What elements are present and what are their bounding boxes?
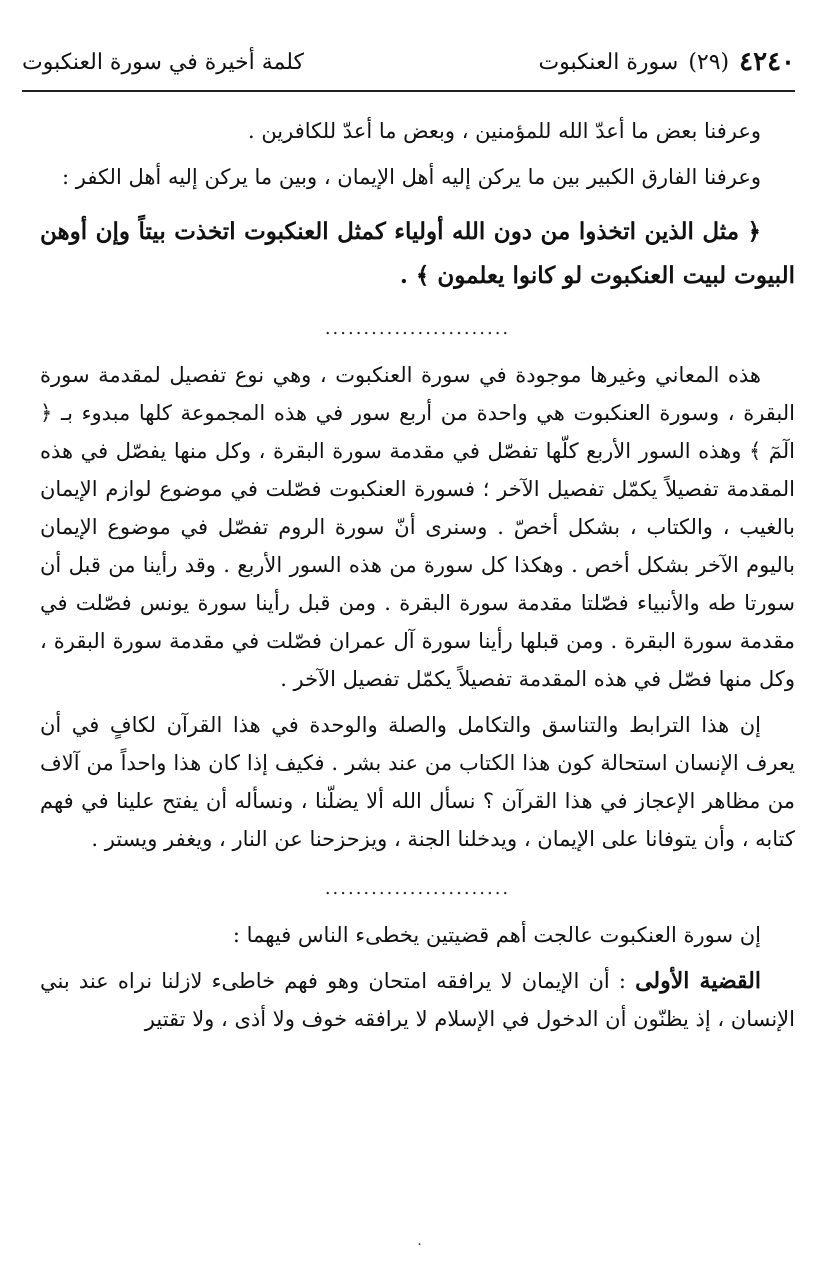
header-right-group <box>538 47 795 77</box>
paragraph-5: إن سورة العنكبوت عالجت أهم قضيتين يخطىء الناس فيهما : <box>232 923 761 947</box>
paragraph-3: هذه المعاني وغيرها موجودة في سورة العنكبوت ، وهي نوع تفصيل لمقدمة سورة البقرة ، وسورة العنكبوت هي واحدة من أربع سور في هذه المجموعة كلها مبدوء بـ ﴿ الٓمٓ ﴾ وهذه السور الأربع كلّها تفصّل في مقدمة سورة البقرة ، وكل منها يفصّل في هذه المقدمة تفصيلاً يكمّل تفصيل الآخر ؛ فسورة العنكبوت فصّلت في موضوع لوازم الإيمان بالغيب ، والكتاب ، بشكل أخصّ . وسنرى أنّ سورة الروم تفصّل في موضوع الإيمان باليوم الآخر بشكل أخص . وهكذا كل سورة من هذه السور الأربع . وقد رأينا من قبل أن سورتا طه والأنبياء فصّلتا مقدمة سورة البقرة . ومن قبل رأينا سورة يونس فصّلت في مقدمة سورة البقرة . ومن قبلها رأينا سورة آل عمران فصّلت في مقدمة سورة البقرة ، وكل منها فصّل في هذه المقدمة تفصيلاً يكمّل تفصيل الآخر . <box>40 363 795 691</box>
issue-1-paragraph <box>40 962 795 1038</box>
section-separator-2: ........................ <box>324 878 511 899</box>
section-title: كلمة أخيرة في سورة العنكبوت <box>22 49 304 75</box>
issue-1-title: القضية الأولى <box>635 968 761 994</box>
running-header <box>22 40 795 84</box>
section-separator-1: ........................ <box>324 318 511 339</box>
paragraph-2: وعرفنا الفارق الكبير بين ما يركن إليه أهل الإيمان ، وبين ما يركن إليه أهل الكفر : <box>61 165 761 189</box>
paragraph-1: وعرفنا بعض ما أعدّ الله للمؤمنين ، وبعض ما أعدّ للكافرين . <box>247 119 761 143</box>
surah-number: (٢٩) <box>688 49 730 75</box>
surah-title: سورة العنكبوت <box>538 49 679 75</box>
issue-1-text: : أن الإيمان لا يرافقه امتحان وهو فهم خاطىء لازلنا نراه عند بني الإنسان ، إذ يظنّون أن الدخول في الإسلام لا يرافقه خوف ولا أذى ، ولا تقتير <box>40 969 795 1031</box>
page-number: ٤٢٤٠ <box>739 47 795 77</box>
header-divider <box>22 90 795 92</box>
footer-mark: . <box>417 1233 422 1249</box>
page-body <box>40 112 795 1038</box>
paragraph-4: إن هذا الترابط والتناسق والتكامل والصلة والوحدة في هذا القرآن لكافٍ في أن يعرف الإنسان استحالة كون هذا الكتاب من عند بشر . فكيف إذا كان هذا واحداً من آلاف من مظاهر الإعجاز في هذا القرآن ؟ نسأل الله ألا يضلّنا ، ونسأله أن يفتح علينا في فهم كتابه ، وأن يتوفانا على الإيمان ، ويدخلنا الجنة ، ويزحزحنا عن النار ، ويغفر ويستر . <box>40 713 795 851</box>
quran-verse: ﴿ مثل الذين اتخذوا من دون الله أولياء كمثل العنكبوت اتخذت بيتاً وإن أوهن البيوت لبيت العنكبوت لو كانوا يعلمون ﴾ . <box>40 218 795 289</box>
